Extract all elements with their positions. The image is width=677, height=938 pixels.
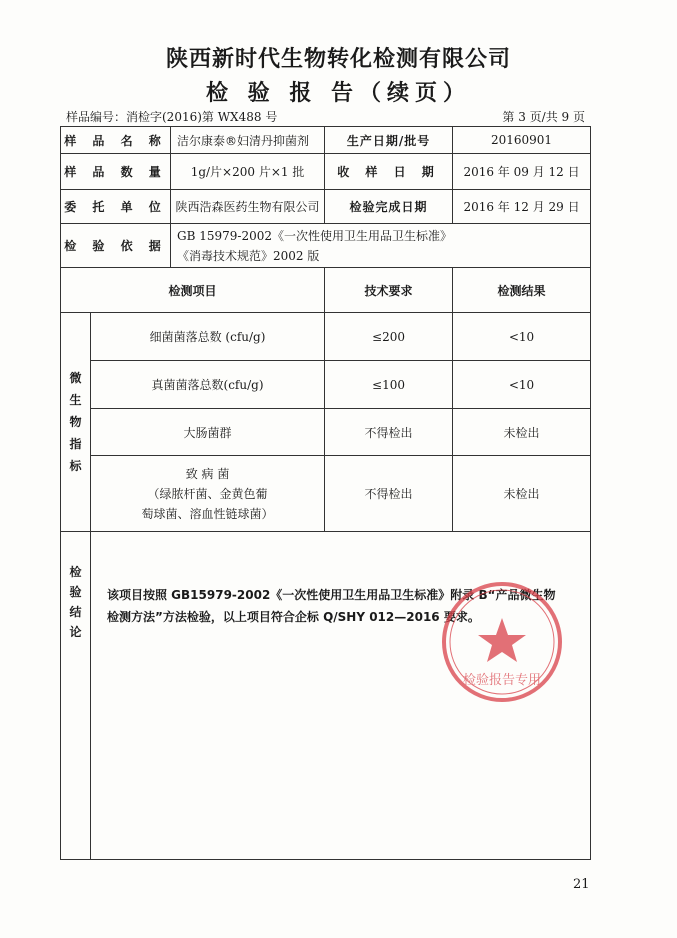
result-value: <10 [453,361,591,409]
page-number: 21 [573,877,590,892]
results-header-row [61,268,591,313]
production-value: 20160901 [453,127,591,154]
report-table [60,126,591,860]
sample-name-value: 洁尔康泰®妇清丹抑菌剂 [171,127,325,154]
col-result-header: 检测结果 [453,268,591,313]
result-row [61,409,591,456]
basis-label: 检 验 依 据 [61,224,171,268]
result-requirement: 不得检出 [325,456,453,532]
result-requirement: ≤200 [325,313,453,361]
info-row-name [61,127,591,154]
stamp-text: 检验报告专用 [462,673,542,688]
result-item: 大肠菌群 [91,409,325,456]
result-value: <10 [453,313,591,361]
receive-date-value: 2016 年 09 月 12 日 [453,154,591,190]
client-label: 委 托 单 位 [61,190,171,224]
info-row-qty [61,154,591,190]
production-label: 生产日期/批号 [325,127,453,154]
sample-qty-label: 样 品 数 量 [61,154,171,190]
info-row-client [61,190,591,224]
result-item: 致 病 菌 （绿脓杆菌、金黄色葡 萄球菌、溶血性链球菌） [91,456,325,532]
completion-date-label: 检验完成日期 [325,190,453,224]
result-requirement: 不得检出 [325,409,453,456]
result-row [61,456,591,532]
result-value: 未检出 [453,456,591,532]
sample-number: 样品编号：消检字(2016)第 WX488 号 [66,110,278,124]
official-stamp-icon [438,578,566,706]
page-info: 第 3 页/共 9 页 [502,110,585,124]
result-row [61,361,591,409]
receive-date-label: 收 样 日 期 [325,154,453,190]
basis-line-2: 《消毒技术规范》2002 版 [177,248,320,263]
result-row [61,313,591,361]
completion-date-value: 2016 年 12 月 29 日 [453,190,591,224]
basis-line-1: GB 15979-2002《一次性使用卫生用品卫生标准》 [177,228,453,243]
micro-group-label: 微 生 物 指 标 [61,313,91,532]
result-item: 细菌菌落总数 (cfu/g) [91,313,325,361]
sample-qty-value: 1g/片×200 片×1 批 [171,154,325,190]
conclusion-text: 该项目按照 GB15979-2002《一次性使用卫生用品卫生标准》附录 B“产品微生物检测方法”方法检验，以上项目符合企标 Q/SHY 012—2016 要求。 [91,532,591,860]
result-item: 真菌菌落总数(cfu/g) [91,361,325,409]
report-title: 检 验 报 告（续页） [206,81,471,106]
conclusion-label: 检 验 结 论 [61,532,91,860]
client-value: 陕西浩森医药生物有限公司 [171,190,325,224]
sample-name-label: 样 品 名 称 [61,127,171,154]
result-requirement: ≤100 [325,361,453,409]
result-value: 未检出 [453,409,591,456]
col-req-header: 技术要求 [325,268,453,313]
company-name: 陕西新时代生物转化检测有限公司 [165,47,511,72]
info-row-basis [61,224,591,268]
col-item-header: 检测项目 [61,268,325,313]
basis-value [171,224,591,268]
